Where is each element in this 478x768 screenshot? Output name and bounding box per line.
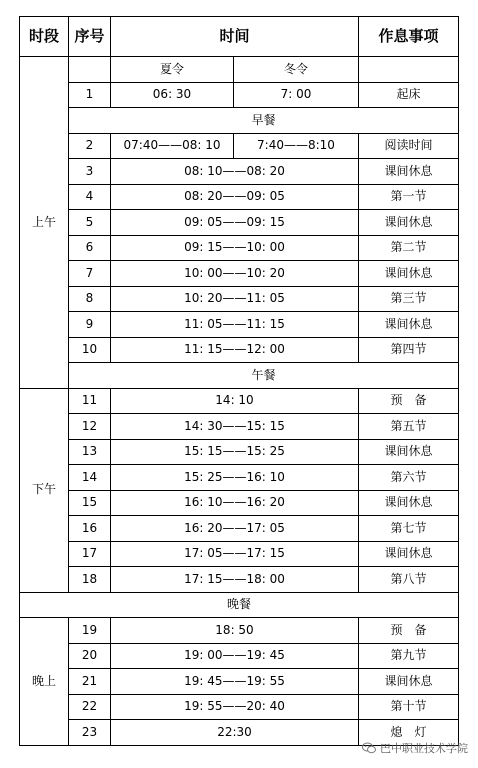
wechat-icon	[362, 742, 376, 754]
row-no: 4	[69, 184, 111, 210]
table-row	[20, 694, 459, 720]
row-activity: 第四节	[359, 337, 459, 363]
table-row	[20, 159, 459, 185]
row-activity: 第五节	[359, 414, 459, 440]
meal-dinner: 晚餐	[20, 592, 459, 618]
row-no: 5	[69, 210, 111, 236]
row-winter-time: 7:40——8:10	[234, 133, 359, 159]
row-no: 16	[69, 516, 111, 542]
table-row	[20, 541, 459, 567]
table-row	[20, 465, 459, 491]
table-row	[20, 337, 459, 363]
row-no: 15	[69, 490, 111, 516]
table-row	[20, 439, 459, 465]
row-time: 18: 50	[111, 618, 359, 644]
header-activity: 作息事项	[359, 17, 459, 57]
row-activity: 第十节	[359, 694, 459, 720]
table-row	[20, 618, 459, 644]
watermark-text: 巴中职业技术学院	[380, 742, 468, 755]
season-summer: 夏令	[111, 57, 234, 83]
row-time: 10: 00——10: 20	[111, 261, 359, 287]
row-activity: 第六节	[359, 465, 459, 491]
row-no: 17	[69, 541, 111, 567]
row-no: 12	[69, 414, 111, 440]
table-row	[20, 184, 459, 210]
table-row	[20, 643, 459, 669]
row-time: 15: 15——15: 25	[111, 439, 359, 465]
table-row	[20, 133, 459, 159]
row-time: 16: 10——16: 20	[111, 490, 359, 516]
row-activity: 熄 灯	[359, 720, 459, 746]
table-row	[20, 414, 459, 440]
row-no: 18	[69, 567, 111, 593]
row-no: 11	[69, 388, 111, 414]
season-winter: 冬令	[234, 57, 359, 83]
row-no: 21	[69, 669, 111, 695]
header-row	[20, 17, 459, 57]
row-activity: 第七节	[359, 516, 459, 542]
row-no: 8	[69, 286, 111, 312]
row-time: 08: 20——09: 05	[111, 184, 359, 210]
table-row	[20, 82, 459, 108]
row-no: 10	[69, 337, 111, 363]
row-time: 19: 55——20: 40	[111, 694, 359, 720]
row-activity: 课间休息	[359, 210, 459, 236]
row-summer-time: 06: 30	[111, 82, 234, 108]
header-time: 时间	[111, 17, 359, 57]
row-activity: 课间休息	[359, 490, 459, 516]
meal-row-breakfast	[20, 108, 459, 134]
row-time: 11: 05——11: 15	[111, 312, 359, 338]
row-time: 14: 10	[111, 388, 359, 414]
row-activity: 第二节	[359, 235, 459, 261]
row-activity: 课间休息	[359, 541, 459, 567]
table-row	[20, 490, 459, 516]
row-activity: 课间休息	[359, 312, 459, 338]
row-no: 6	[69, 235, 111, 261]
row-activity: 预 备	[359, 618, 459, 644]
watermark	[362, 740, 468, 756]
row-time: 17: 15——18: 00	[111, 567, 359, 593]
row-activity: 课间休息	[359, 159, 459, 185]
table-row	[20, 312, 459, 338]
table-row	[20, 261, 459, 287]
row-time: 22:30	[111, 720, 359, 746]
row-activity: 第一节	[359, 184, 459, 210]
row-no: 3	[69, 159, 111, 185]
header-period: 时段	[20, 17, 69, 57]
row-activity: 课间休息	[359, 669, 459, 695]
row-time: 09: 15——10: 00	[111, 235, 359, 261]
row-time: 08: 10——08: 20	[111, 159, 359, 185]
period-evening: 晚上	[20, 618, 69, 746]
row-time: 16: 20——17: 05	[111, 516, 359, 542]
row-activity: 预 备	[359, 388, 459, 414]
row-no: 20	[69, 643, 111, 669]
row-no: 9	[69, 312, 111, 338]
season-blank-activity	[359, 57, 459, 83]
row-no: 22	[69, 694, 111, 720]
table-row	[20, 516, 459, 542]
row-activity: 阅读时间	[359, 133, 459, 159]
row-no: 13	[69, 439, 111, 465]
table-row	[20, 669, 459, 695]
table-row	[20, 286, 459, 312]
header-no: 序号	[69, 17, 111, 57]
row-no: 1	[69, 82, 111, 108]
table-row	[20, 235, 459, 261]
row-time: 09: 05——09: 15	[111, 210, 359, 236]
row-activity: 课间休息	[359, 261, 459, 287]
season-row	[20, 57, 459, 83]
table-row	[20, 567, 459, 593]
schedule-table	[19, 16, 459, 746]
season-blank-no	[69, 57, 111, 83]
row-no: 14	[69, 465, 111, 491]
row-activity: 第三节	[359, 286, 459, 312]
row-no: 23	[69, 720, 111, 746]
row-winter-time: 7: 00	[234, 82, 359, 108]
row-no: 2	[69, 133, 111, 159]
row-no: 19	[69, 618, 111, 644]
row-time: 17: 05——17: 15	[111, 541, 359, 567]
row-no: 7	[69, 261, 111, 287]
meal-row-dinner	[20, 592, 459, 618]
row-time: 10: 20——11: 05	[111, 286, 359, 312]
row-time: 11: 15——12: 00	[111, 337, 359, 363]
row-time: 19: 00——19: 45	[111, 643, 359, 669]
row-time: 15: 25——16: 10	[111, 465, 359, 491]
row-activity: 第九节	[359, 643, 459, 669]
table-row	[20, 388, 459, 414]
meal-lunch: 午餐	[69, 363, 459, 389]
period-morning: 上午	[20, 57, 69, 389]
row-time: 19: 45——19: 55	[111, 669, 359, 695]
row-activity: 第八节	[359, 567, 459, 593]
table-row	[20, 210, 459, 236]
meal-row-lunch	[20, 363, 459, 389]
period-afternoon: 下午	[20, 388, 69, 592]
meal-breakfast: 早餐	[69, 108, 459, 134]
row-time: 14: 30——15: 15	[111, 414, 359, 440]
row-summer-time: 07:40——08: 10	[111, 133, 234, 159]
row-activity: 起床	[359, 82, 459, 108]
row-activity: 课间休息	[359, 439, 459, 465]
